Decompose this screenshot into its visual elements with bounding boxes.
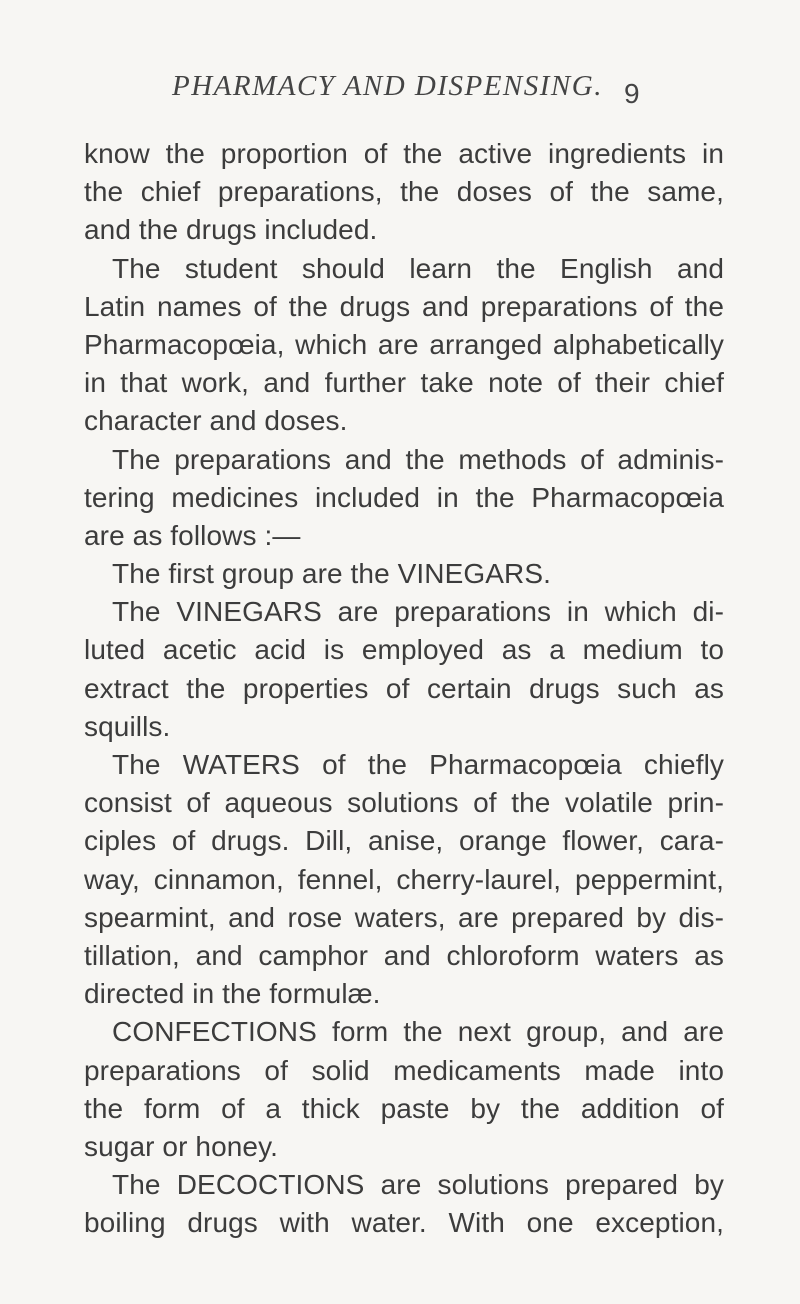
text-line: Latin names of the drugs and preparations of the (84, 290, 724, 322)
text-line: and the drugs included. (84, 214, 378, 246)
text-line: the form of a thick paste by the addition of (84, 1092, 724, 1124)
text-line: consist of aqueous solutions of the volatile prin- (84, 787, 724, 819)
text-line: are as follows :— (84, 519, 301, 551)
text-line: tillation, and camphor and chloroform waters as (84, 939, 724, 971)
text-line: ciples of drugs. Dill, anise, orange flower, cara- (84, 825, 724, 857)
text-line: The VINEGARS are preparations in which di- (112, 596, 724, 628)
text-line: The first group are the VINEGARS. (112, 558, 552, 590)
text-line: the chief preparations, the doses of the same, (84, 176, 724, 208)
text-line: Pharmacopœia, which are arranged alphabetically (84, 328, 724, 360)
text-line: extract the properties of certain drugs such as (84, 672, 724, 704)
text-line: The preparations and the methods of adminis- (112, 443, 724, 475)
running-title: PHARMACY AND DISPENSING. (172, 70, 603, 102)
text-line: squills. (84, 710, 171, 742)
text-line: CONFECTIONS form the next group, and are (112, 1016, 724, 1048)
text-line: in that work, and further take note of their chief (84, 367, 724, 399)
text-line: character and doses. (84, 405, 348, 437)
text-line: way, cinnamon, fennel, cherry-laurel, peppermint, (84, 863, 724, 895)
text-line: luted acetic acid is employed as a medium to (84, 634, 724, 666)
text-line: The WATERS of the Pharmacopœia chiefly (112, 749, 724, 780)
text-line: boiling drugs with water. With one exception, (84, 1207, 724, 1239)
text-line: directed in the formulæ. (84, 978, 381, 1010)
text-line: sugar or honey. (84, 1130, 278, 1162)
text-line: tering medicines included in the Pharmacopœia (84, 481, 724, 513)
text-line: know the proportion of the active ingredients in (84, 138, 724, 169)
text-line: The student should learn the English and (112, 252, 724, 284)
text-line: The DECOCTIONS are solutions prepared by (112, 1169, 724, 1201)
text-line: preparations of solid medicaments made into (84, 1054, 724, 1086)
text-line: spearmint, and rose waters, are prepared by dis- (84, 901, 724, 933)
body-text (84, 135, 724, 1242)
page-number: 9 (624, 78, 640, 109)
